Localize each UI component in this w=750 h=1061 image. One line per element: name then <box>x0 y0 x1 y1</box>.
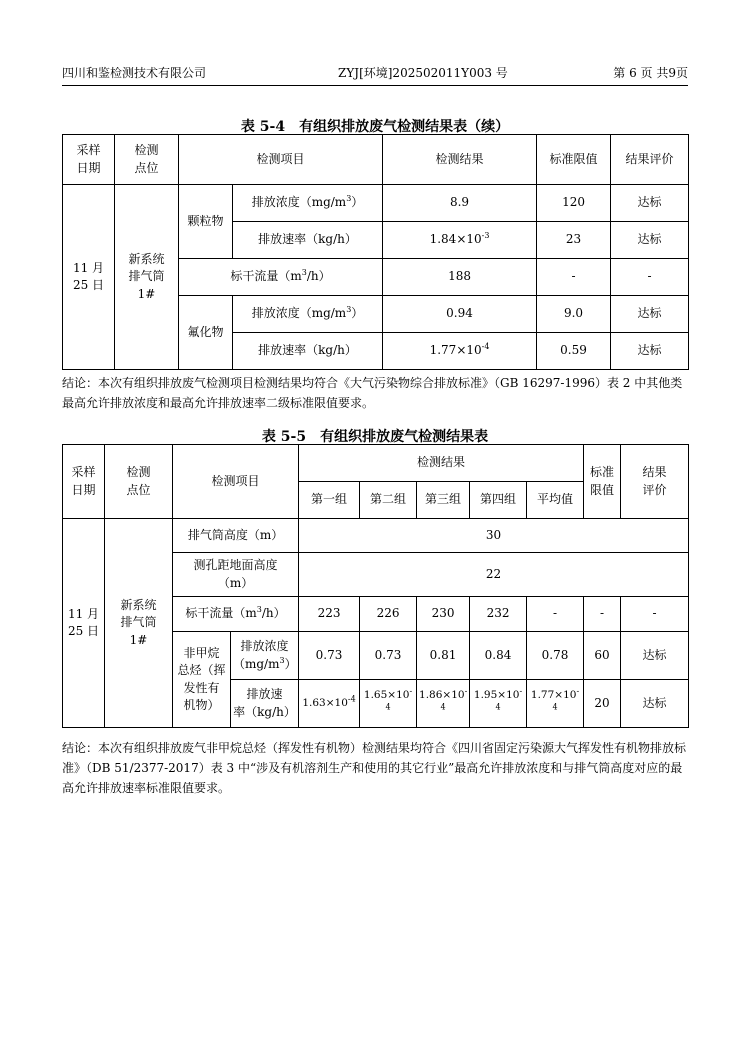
result-value: 188 <box>383 259 537 296</box>
item-label: 排放速率（kg/h） <box>233 333 383 370</box>
hole-height-value: 22 <box>299 553 689 597</box>
item-label: 排放速率（kg/h） <box>233 222 383 259</box>
limit-value: 120 <box>537 185 611 222</box>
conc-eval: 达标 <box>621 632 689 680</box>
table-row <box>63 185 689 222</box>
header-point: 检测 点位 <box>115 135 179 185</box>
conc-value: 0.73 <box>360 632 417 680</box>
conc-value: 0.78 <box>527 632 584 680</box>
limit-value: 23 <box>537 222 611 259</box>
result-value: 0.94 <box>383 296 537 333</box>
table-5-4 <box>62 134 689 370</box>
nmhc-label: 非甲烷 总烃（挥 发性有 机物） <box>173 632 231 728</box>
header-group-2: 第二组 <box>360 482 417 519</box>
result-value: $1.77\times 10^{-4}$ <box>383 333 537 370</box>
limit-value: - <box>537 259 611 296</box>
rate-value: $1.77\times 10^{-4}$ <box>527 680 584 728</box>
header-item: 检测项目 <box>179 135 383 185</box>
limit-value: 0.59 <box>537 333 611 370</box>
sample-point: 新系统 排气筒 1# <box>115 185 179 370</box>
rate-label: 排放速 率（kg/h） <box>231 680 299 728</box>
header-date: 采样 日期 <box>63 445 105 519</box>
rate-value: $1.95\times 10^{-4}$ <box>470 680 527 728</box>
header-group-4: 第四组 <box>470 482 527 519</box>
table-5-5-number: 表 5-5 <box>261 429 307 445</box>
conc-value: 0.73 <box>299 632 360 680</box>
header-eval: 结果评价 <box>611 135 689 185</box>
eval-value: 达标 <box>611 333 689 370</box>
conc-limit: 60 <box>584 632 621 680</box>
header-date: 采样 日期 <box>63 135 115 185</box>
flow-value: - <box>527 597 584 632</box>
table-5-5-title: 有组织排放废气检测结果表 <box>320 429 489 445</box>
result-value: 8.9 <box>383 185 537 222</box>
header-divider <box>62 85 688 86</box>
rate-value: $1.63\times 10^{-4}$ <box>299 680 360 728</box>
conc-label: 排放浓度 $(mg/m^3)$ <box>231 632 299 680</box>
flow-value: - <box>584 597 621 632</box>
rate-limit: 20 <box>584 680 621 728</box>
header-eval: 结果 评价 <box>621 445 689 519</box>
stack-height-value: 30 <box>299 519 689 553</box>
header-result: 检测结果 <box>383 135 537 185</box>
page-number: 第 6 页 共9页 <box>613 66 688 80</box>
report-number: ZYJ[环境]202502011Y003 号 <box>338 66 508 80</box>
page-header <box>62 64 688 84</box>
stack-height-label: 排气筒高度（m） <box>173 519 299 553</box>
company-name: 四川和鉴检测技术有限公司 <box>62 66 207 80</box>
header-average: 平均值 <box>527 482 584 519</box>
eval-value: - <box>611 259 689 296</box>
limit-value: 9.0 <box>537 296 611 333</box>
eval-value: 达标 <box>611 185 689 222</box>
header-group-1: 第一组 <box>299 482 360 519</box>
rate-eval: 达标 <box>621 680 689 728</box>
item-label: 标干流量$(m^3/h)$ <box>179 259 383 296</box>
table-5-5-caption <box>0 426 750 446</box>
table-5-4-title: 有组织排放废气检测结果表（续） <box>299 119 510 135</box>
flow-label: 标干流量$(m^3/h)$ <box>173 597 299 632</box>
header-limit: 标准 限值 <box>584 445 621 519</box>
table-5-4-caption <box>0 116 750 136</box>
conc-value: 0.81 <box>417 632 470 680</box>
flow-value: 223 <box>299 597 360 632</box>
hole-height-label: 测孔距地面高度 （m） <box>173 553 299 597</box>
table-row <box>63 135 689 185</box>
rate-value: $1.86\times 10^{-4}$ <box>417 680 470 728</box>
table-5-5-conclusion: 结论：本次有组织排放废气非甲烷总烃（挥发性有机物）检测结果均符合《四川省固定污染源大气挥发性有机物排放标准》（DB 51/2377-2017）表 3 中“涉及有机溶剂生产和使用的其它行业”最高允许排放浓度和与排气筒高度对应的最高允许排放速率标准限值要求。 <box>62 741 687 795</box>
result-value: $1.84\times 10^{-3}$ <box>383 222 537 259</box>
rate-value: $1.65\times 10^{-4}$ <box>360 680 417 728</box>
header-limit: 标准限值 <box>537 135 611 185</box>
item-label: 排放浓度$(mg/m^3)$ <box>233 185 383 222</box>
table-5-5 <box>62 444 689 728</box>
sample-date: 11 月 25 日 <box>63 185 115 370</box>
table-5-4-number: 表 5-4 <box>240 119 286 135</box>
flow-value: 226 <box>360 597 417 632</box>
header-group-3: 第三组 <box>417 482 470 519</box>
table-row <box>63 445 689 482</box>
flow-value: - <box>621 597 689 632</box>
header-item: 检测项目 <box>173 445 299 519</box>
header-point: 检测 点位 <box>105 445 173 519</box>
item-label: 排放浓度$(mg/m^3)$ <box>233 296 383 333</box>
sample-point: 新系统 排气筒 1# <box>105 519 173 728</box>
eval-value: 达标 <box>611 296 689 333</box>
group-fluoride: 氟化物 <box>179 296 233 370</box>
table-row <box>63 519 689 553</box>
eval-value: 达标 <box>611 222 689 259</box>
group-particulate: 颗粒物 <box>179 185 233 259</box>
flow-value: 232 <box>470 597 527 632</box>
table-5-4-conclusion: 结论：本次有组织排放废气检测项目检测结果均符合《大气污染物综合排放标准》（GB 16297-1996）表 2 中其他类最高允许排放浓度和最高允许排放速率二级标准限值要求。 <box>62 376 683 410</box>
sample-date: 11 月 25 日 <box>63 519 105 728</box>
flow-value: 230 <box>417 597 470 632</box>
header-result: 检测结果 <box>299 445 584 482</box>
conc-value: 0.84 <box>470 632 527 680</box>
